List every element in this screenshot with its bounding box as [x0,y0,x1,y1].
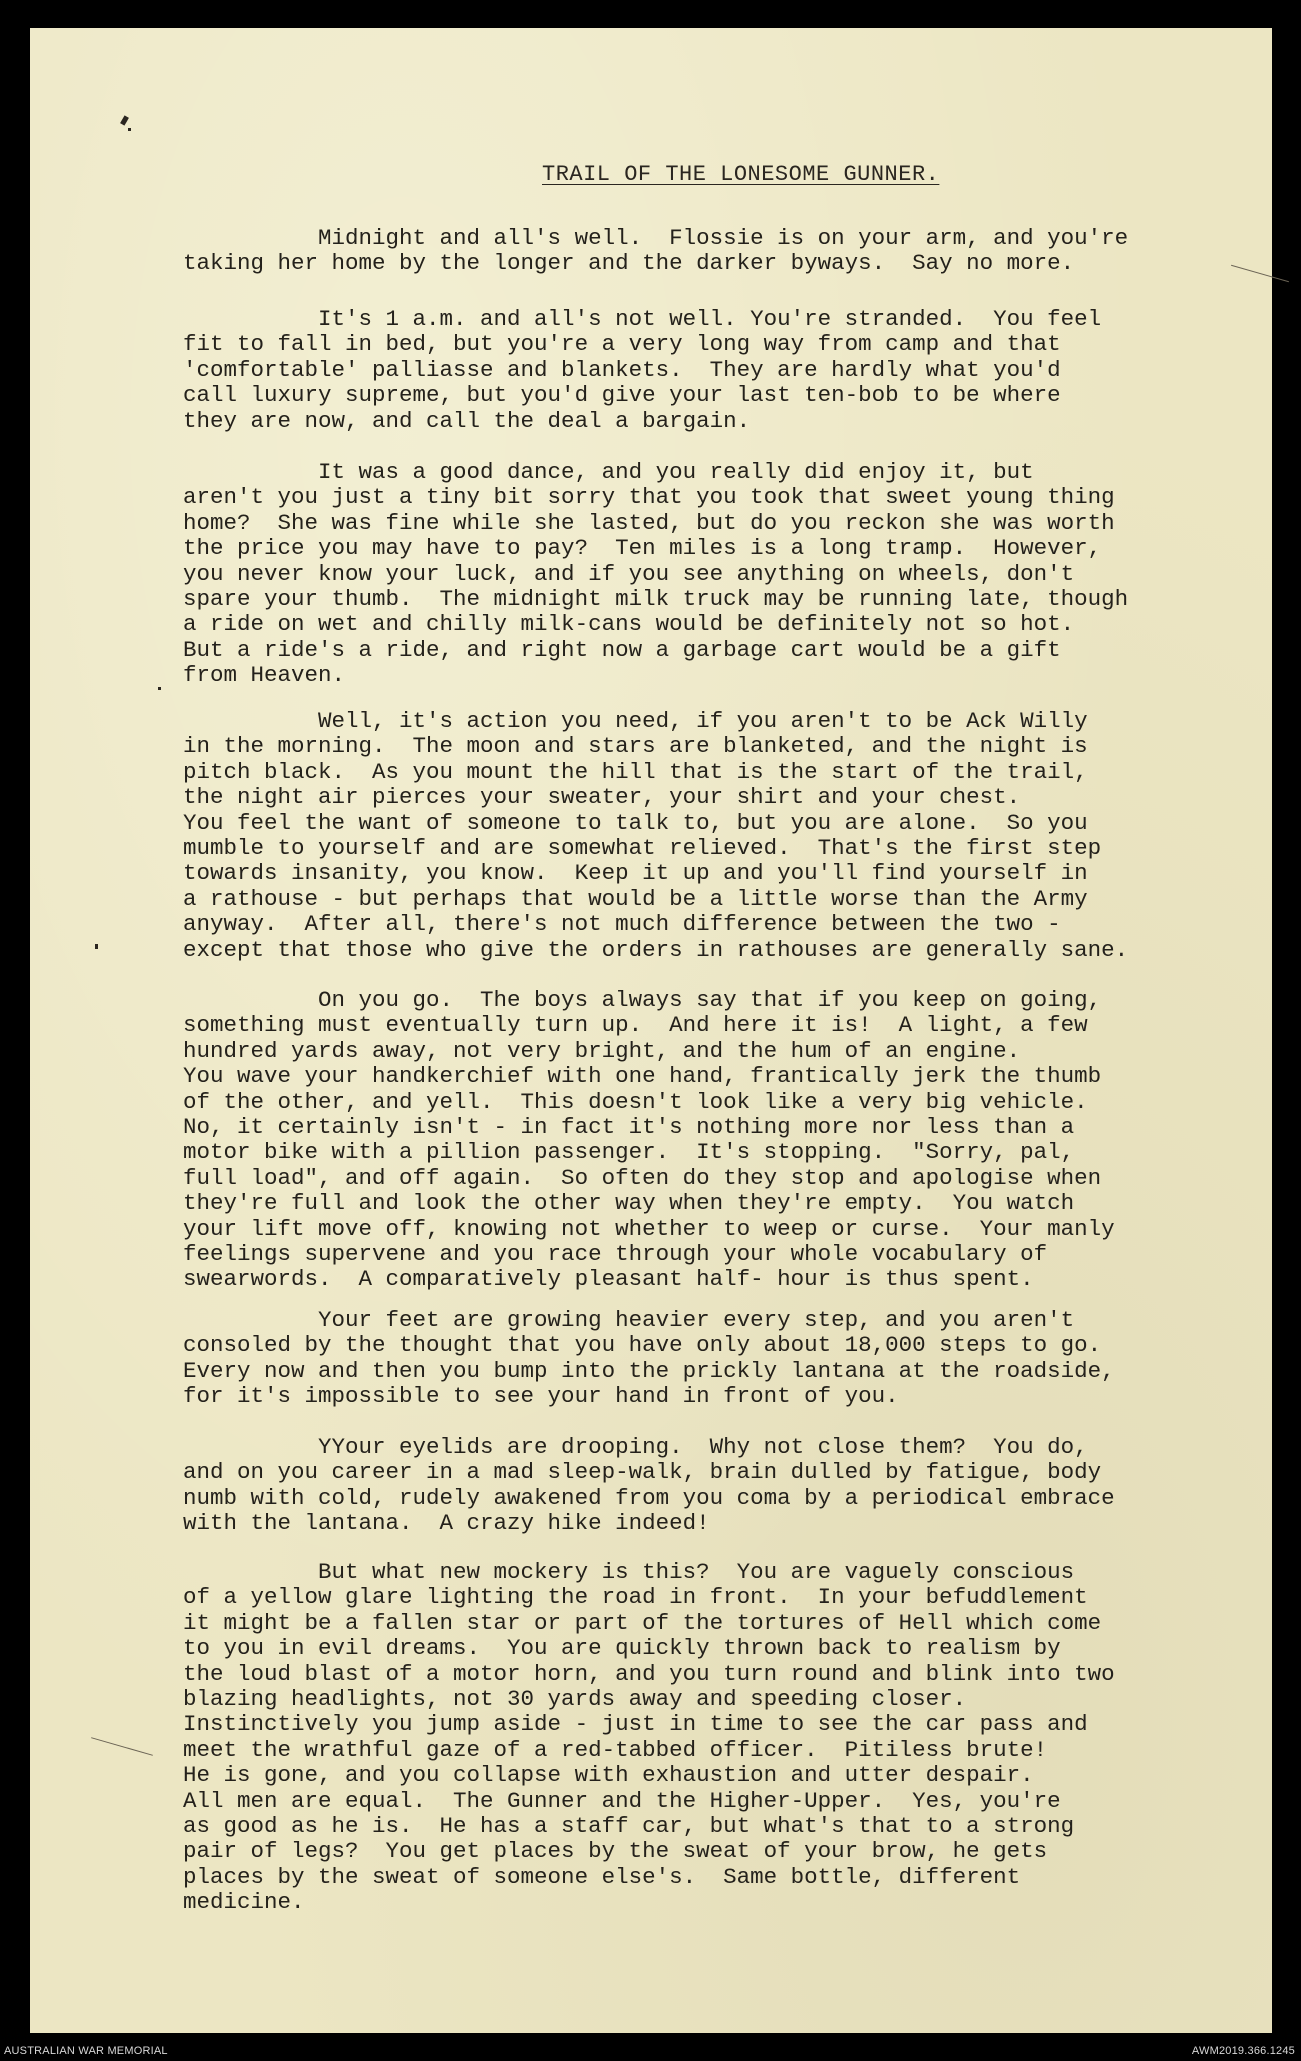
text-line: But what new mockery is this? You are vaguely conscious [183,1559,1075,1585]
text-line: It was a good dance, and you really did enjoy it, but [183,459,1034,485]
text-line: it might be a fallen star or part of the tortures of Hell which come [183,1609,1102,1636]
text-line: full load", and off again. So often do they stop and apologise when [183,1164,1102,1191]
text-line: You wave your handkerchief with one hand, frantically jerk the thumb [183,1063,1102,1090]
text-line: call luxury supreme, but you'd give your last ten-bob to be where [183,382,1061,409]
text-line: in the morning. The moon and stars are blanketed, and the night is [183,733,1088,760]
paragraph [183,1435,1115,1537]
text-line: and on you career in a mad sleep-walk, brain dulled by fatigue, body [183,1459,1102,1486]
text-line: spare your thumb. The midnight milk truck may be running late, though [183,585,1129,612]
text-line: your lift move off, knowing not whether to weep or curse. Your manly [183,1215,1115,1242]
text-line: blazing headlights, not 30 yards away and speeding closer. [183,1685,967,1712]
ink-speck [158,687,161,690]
paragraph [183,1308,1115,1410]
text-line: consoled by the thought that you have only about 18,000 steps to go. [183,1332,1102,1359]
paragraph [183,709,1128,963]
text-line: mumble to yourself and are somewhat relieved. That's the first step [183,834,1102,861]
text-line: they are now, and call the deal a bargain. [183,407,751,434]
text-line: Your feet are growing heavier every step, and you aren't [183,1307,1075,1333]
paragraph [183,1560,1115,1915]
ink-speck [128,128,131,131]
text-line: the loud blast of a motor horn, and you turn round and blink into two [183,1660,1115,1687]
text-line: numb with cold, rudely awakened from you coma by a periodical embrace [183,1484,1115,1511]
text-line: feelings supervene and you race through your whole vocabulary of [183,1240,1048,1267]
text-line: aren't you just a tiny bit sorry that you took that sweet young thing [183,484,1115,511]
text-line: from Heaven. [183,662,346,689]
text-line: except that those who give the orders in rathouses are generally sane. [183,936,1129,963]
text-line: a ride on wet and chilly milk-cans would be definitely not so hot. [183,611,1075,638]
ink-speck [120,115,129,125]
text-line: All men are equal. The Gunner and the Higher-Upper. Yes, you're [183,1787,1061,1814]
text-line: home? She was fine while she lasted, but do you reckon she was worth [183,509,1115,536]
text-line: places by the sweat of someone else's. Same bottle, different [183,1863,1021,1890]
text-line: the price you may have to pay? Ten miles is a long tramp. However, [183,535,1102,562]
footer-accession-number: AWM2019.366.1245 [1191,2045,1295,2057]
document-title: TRAIL OF THE LONESOME GUNNER. [542,162,940,187]
text-line: Instinctively you jump aside - just in time to see the car pass and [183,1711,1088,1738]
text-line: YYour eyelids are drooping. Why not close them? You do, [183,1434,1088,1460]
text-line: He is gone, and you collapse with exhaustion and utter despair. [183,1762,1034,1789]
text-line: to you in evil dreams. You are quickly thrown back to realism by [183,1635,1061,1662]
text-line: Midnight and all's well. Flossie is on your arm, and you're [183,225,1129,251]
text-line: No, it certainly isn't - in fact it's nothing more nor less than a [183,1113,1075,1140]
pencil-stroke [1231,265,1289,282]
text-line: motor bike with a pillion passenger. It's stopping. "Sorry, pal, [183,1139,1075,1166]
text-line: of a yellow glare lighting the road in front. In your befuddlement [183,1584,1088,1611]
text-line: for it's impossible to see your hand in front of you. [183,1383,899,1410]
text-line: pitch black. As you mount the hill that is the start of the trail, [183,758,1088,785]
text-line: anyway. After all, there's not much difference between the two - [183,911,1061,938]
text-line: meet the wrathful gaze of a red-tabbed officer. Pitiless brute! [183,1736,1048,1763]
text-line: a rathouse - but perhaps that would be a little worse than the Army [183,885,1088,912]
text-line: you never know your luck, and if you see anything on wheels, don't [183,560,1075,587]
document-page [30,28,1272,2033]
text-line: medicine. [183,1889,305,1916]
ink-speck [95,944,98,949]
text-line: But a ride's a ride, and right now a garbage cart would be a gift [183,636,1061,663]
text-line: It's 1 a.m. and all's not well. You're stranded. You feel [183,306,1102,332]
text-line: fit to fall in bed, but you're a very long way from camp and that [183,331,1061,358]
text-line: taking her home by the longer and the darker byways. Say no more. [183,250,1075,277]
text-line: pair of legs? You get places by the sweat of your brow, he gets [183,1838,1048,1865]
text-line: 'comfortable' palliasse and blankets. They are hardly what you'd [183,356,1061,383]
paragraph [183,988,1115,1293]
paragraph [183,226,1128,277]
paragraph [183,460,1128,689]
text-line: You feel the want of someone to talk to, but you are alone. So you [183,809,1088,836]
text-line: hundred yards away, not very bright, and the hum of an engine. [183,1037,1021,1064]
pencil-stroke [91,1737,153,1756]
footer-institution: AUSTRALIAN WAR MEMORIAL [4,2045,168,2057]
text-line: On you go. The boys always say that if you keep on going, [183,987,1102,1013]
text-line: the night air pierces your sweater, your shirt and your chest. [183,784,1021,811]
text-line: something must eventually turn up. And here it is! A light, a few [183,1012,1088,1039]
text-line: Every now and then you bump into the prickly lantana at the roadside, [183,1357,1115,1384]
text-line: Well, it's action you need, if you aren't to be Ack Willy [183,708,1088,734]
text-line: with the lantana. A crazy hike indeed! [183,1510,710,1537]
paragraph [183,307,1101,434]
text-line: as good as he is. He has a staff car, but what's that to a strong [183,1812,1075,1839]
text-line: swearwords. A comparatively pleasant half- hour is thus spent. [183,1266,1034,1293]
text-line: they're full and look the other way when they're empty. You watch [183,1190,1075,1217]
text-line: towards insanity, you know. Keep it up and you'll find yourself in [183,860,1088,887]
text-line: of the other, and yell. This doesn't look like a very big vehicle. [183,1088,1088,1115]
